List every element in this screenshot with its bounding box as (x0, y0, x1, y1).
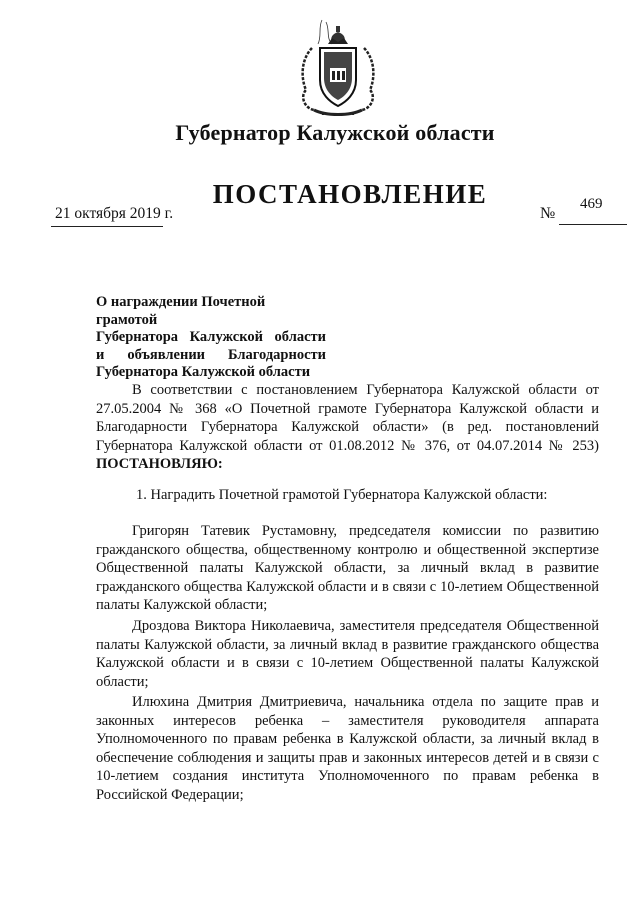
subject-line-3: и объявлении Благодарности (96, 346, 326, 363)
decree-word: ПОСТАНОВЛЯЮ: (96, 456, 223, 472)
item-1-heading: 1. Наградить Почетной грамотой Губернатора Калужской области: (136, 487, 548, 503)
awardee-paragraph-2: Дроздова Виктора Николаевича, заместителя председателя Общественной палаты Калужской области, за личный вклад в развитие гражданского общества Калужской области и в связи с 10-летием Общественной палаты Калужской области; (96, 618, 599, 690)
coat-of-arms-emblem (292, 18, 384, 122)
number-sign: № (540, 205, 556, 222)
issuing-authority: Губернатор Калужской области (175, 120, 495, 145)
document-subject (96, 294, 326, 382)
intro-paragraph (96, 381, 599, 474)
document-number: 469 (580, 196, 603, 212)
subject-line-1: О награждении Почетной грамотой (96, 294, 266, 328)
awardee-paragraph-1: Григорян Татевик Рустамовну, председателя комиссии по развитию гражданского общества, общественному контролю и общественной экспертизе Общественной палаты Калужской области, за личный вклад в развитие гражданского общества Калужской области и в связи с 10-летием Общественной палаты Калужской области; (96, 523, 599, 613)
awardee-paragraph-3: Илюхина Дмитрия Дмитриевича, начальника отдела по защите прав и законных интересов ребенка – заместителя руководителя аппарата Уполномоченного по правам ребенка в Калужской области, за личный вклад в обеспечение соблюдения и защиты прав и законных интересов детей и в связи с 10-летием создания института Уполномоченного по правам ребенка в Российской Федерации; (96, 694, 599, 803)
number-underline (559, 224, 627, 225)
document-date: 21 октября 2019 г. (55, 205, 174, 222)
subject-line-2: Губернатора Калужской области (96, 329, 326, 345)
date-underline (51, 226, 163, 227)
subject-line-4: Губернатора Калужской области (96, 364, 311, 380)
document-type-title: ПОСТАНОВЛЕНИЕ (212, 179, 488, 209)
intro-text: В соответствии с постановлением Губернатора Калужской области от 27.05.2004 № 368 «О Почетной грамоте Губернатора Калужской области и Благодарности Губернатора Калужской области» (в ред. постановлений Губернатора Калужской области от 01.08.2012 № 376, от 04.07.2014 № 253) (96, 382, 599, 454)
